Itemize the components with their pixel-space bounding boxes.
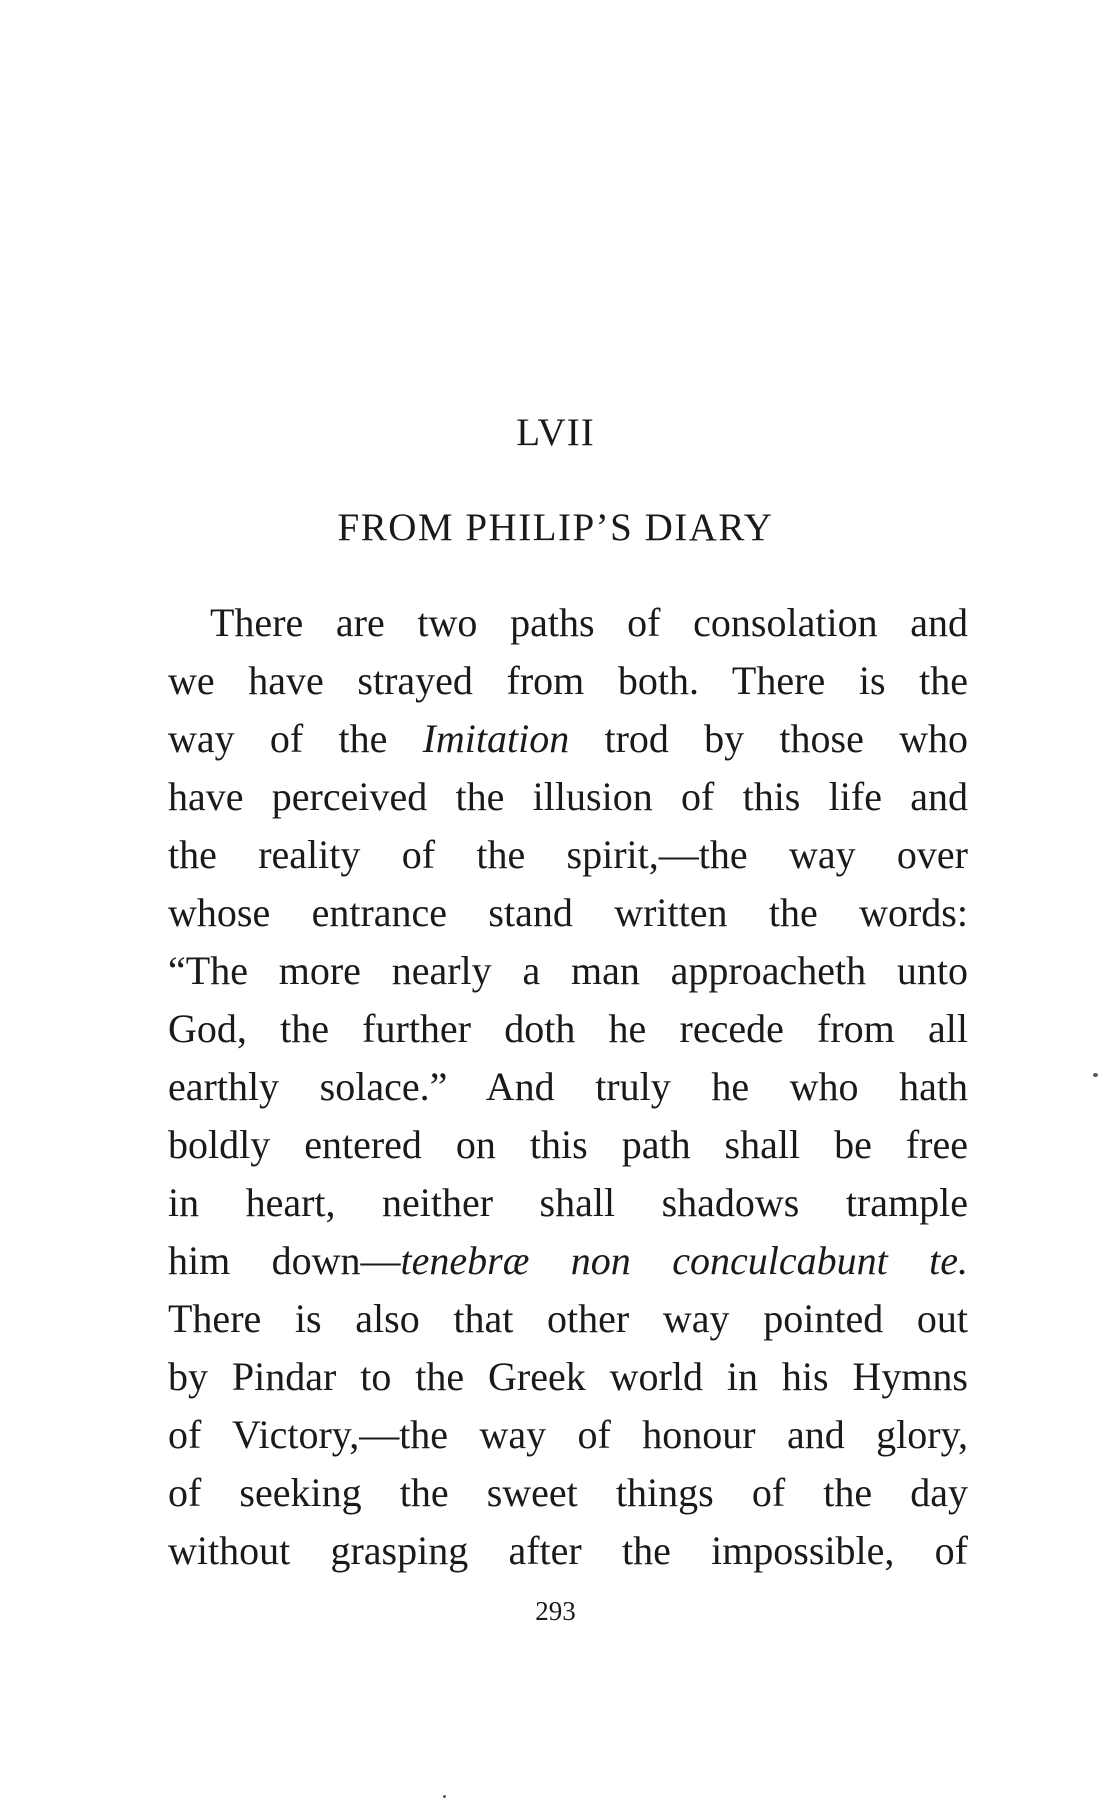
text-segment: earthly solace.” And truly he who hath [168, 1064, 968, 1109]
text-line [168, 1522, 968, 1580]
text-line [168, 1464, 968, 1522]
scan-speck [443, 1795, 446, 1798]
body-text [168, 594, 968, 1580]
text-segment: have perceived the illusion of this life and [168, 774, 968, 819]
text-line [168, 1290, 968, 1348]
page-number: 293 [535, 1596, 576, 1626]
text-segment: the reality of the spirit,—the way over [168, 832, 968, 877]
text-line [168, 884, 968, 942]
text-line [168, 652, 968, 710]
text-segment: boldly entered on this path shall be free [168, 1122, 968, 1167]
scan-speck [1093, 1073, 1098, 1077]
text-line [168, 826, 968, 884]
text-line [168, 710, 968, 768]
text-line [168, 1348, 968, 1406]
text-line [168, 1232, 968, 1290]
italic-text: Imitation [422, 716, 570, 761]
text-line [168, 1116, 968, 1174]
text-segment: There are two paths of consolation and [210, 600, 968, 645]
text-segment: him down— [168, 1238, 401, 1283]
text-segment: trod by those who [569, 716, 968, 761]
text-segment: by Pindar to the Greek world in his Hymns [168, 1354, 968, 1399]
text-line [168, 594, 968, 652]
text-segment: of Victory,—the way of honour and glory, [168, 1412, 968, 1457]
text-segment: without grasping after the impossible, of [168, 1528, 968, 1573]
text-segment: God, the further doth he recede from all [168, 1006, 968, 1051]
text-segment: “The more nearly a man approacheth unto [168, 948, 968, 993]
text-segment: of seeking the sweet things of the day [168, 1470, 968, 1515]
text-segment: There is also that other way pointed out [168, 1296, 968, 1341]
text-line [168, 1174, 968, 1232]
text-line [168, 942, 968, 1000]
text-line [168, 768, 968, 826]
text-line [168, 1000, 968, 1058]
chapter-number: LVII [516, 411, 595, 454]
text-line [168, 1058, 968, 1116]
text-line [168, 1406, 968, 1464]
text-segment: we have strayed from both. There is the [168, 658, 968, 703]
text-segment: way of the [168, 716, 423, 761]
chapter-title: FROM PHILIP’S DIARY [337, 506, 774, 549]
text-segment: whose entrance stand written the words: [168, 890, 968, 935]
italic-text: tenebræ non conculcabunt te. [400, 1238, 968, 1283]
text-segment: in heart, neither shall shadows trample [168, 1180, 968, 1225]
